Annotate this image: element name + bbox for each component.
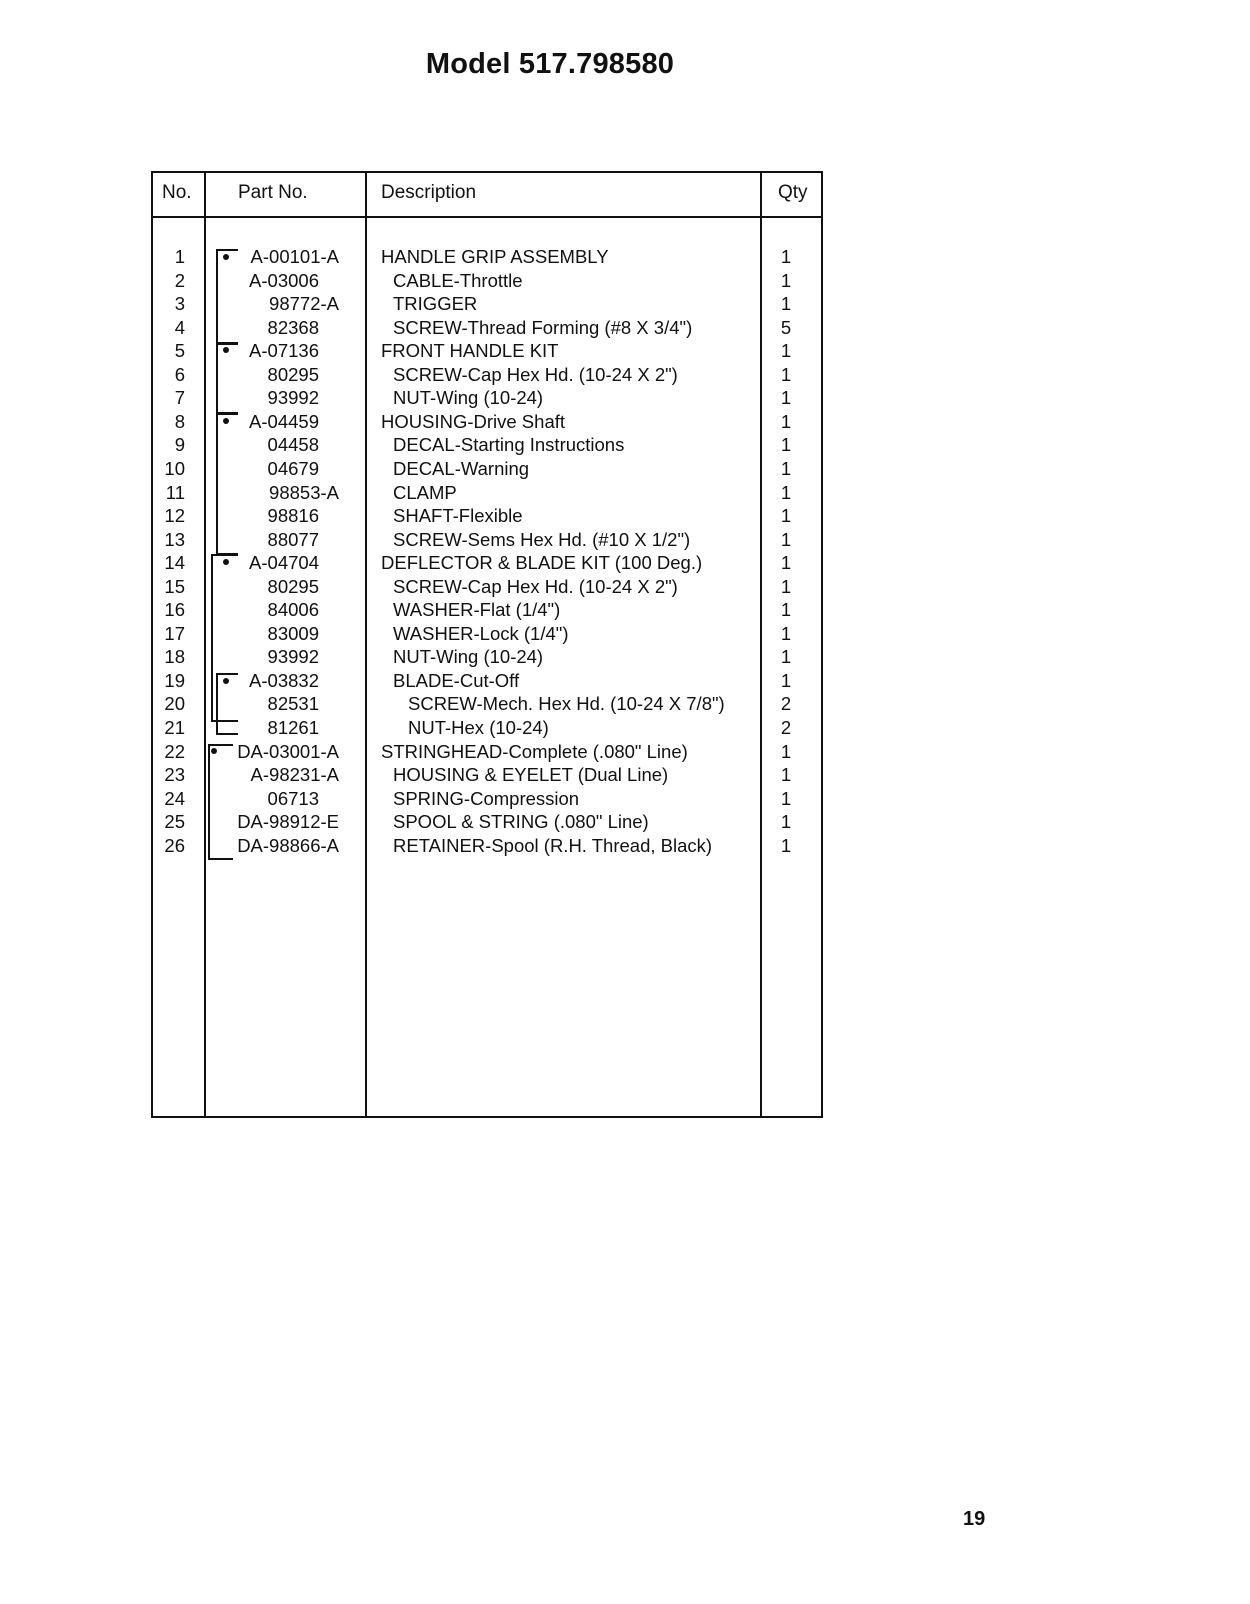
row-quantity: 1 — [780, 599, 792, 621]
row-part-number: 82368 — [267, 316, 319, 338]
header-part-no: Part No. — [238, 182, 308, 203]
row-quantity: 1 — [780, 646, 792, 668]
row-quantity: 1 — [780, 410, 792, 432]
row-number: 26 — [164, 834, 185, 856]
row-description: DEFLECTOR & BLADE KIT (100 Deg.) — [381, 552, 703, 574]
row-description: STRINGHEAD-Complete (.080" Line) — [381, 740, 688, 762]
row-quantity: 1 — [780, 575, 792, 597]
header-divider — [153, 216, 821, 218]
row-quantity: 1 — [780, 669, 792, 691]
row-quantity: 1 — [780, 293, 792, 315]
page-title: Model 517.798580 — [425, 48, 675, 80]
row-description: SCREW-Cap Hex Hd. (10-24 X 2") — [393, 575, 678, 597]
row-part-number: DA-98912-E — [237, 811, 339, 833]
row-description: TRIGGER — [393, 293, 478, 315]
row-number: 13 — [164, 528, 185, 550]
row-number: 7 — [174, 387, 185, 409]
row-description: BLADE-Cut-Off — [393, 669, 520, 691]
row-quantity: 1 — [780, 787, 792, 809]
row-quantity: 2 — [780, 693, 792, 715]
assembly-bullet-icon — [223, 254, 229, 260]
row-number: 25 — [164, 811, 185, 833]
column-divider — [204, 173, 206, 1116]
row-number: 22 — [164, 740, 185, 762]
row-quantity: 1 — [780, 340, 792, 362]
assembly-bullet-icon — [223, 418, 229, 424]
row-number: 20 — [164, 693, 185, 715]
row-number: 1 — [174, 246, 185, 267]
row-part-number: A-00101-A — [250, 246, 339, 267]
row-quantity: 1 — [780, 505, 792, 527]
column-divider — [365, 173, 367, 1116]
row-quantity: 1 — [780, 481, 792, 503]
assembly-bullet-icon — [223, 347, 229, 353]
row-part-number: 83009 — [267, 622, 319, 644]
row-quantity: 1 — [780, 622, 792, 644]
row-description: HOUSING & EYELET (Dual Line) — [393, 764, 669, 786]
row-number: 6 — [174, 363, 185, 385]
row-part-number: 04458 — [267, 434, 319, 456]
row-part-number: A-03832 — [249, 669, 319, 691]
row-description: SPOOL & STRING (.080" Line) — [393, 811, 649, 833]
row-part-number: 82531 — [267, 693, 319, 715]
row-description: RETAINER-Spool (R.H. Thread, Black) — [393, 834, 713, 856]
group-bracket — [216, 249, 238, 344]
row-description: WASHER-Lock (1/4") — [393, 622, 569, 644]
row-number: 19 — [164, 669, 185, 691]
row-quantity: 1 — [780, 740, 792, 762]
row-description: NUT-Wing (10-24) — [393, 387, 544, 409]
row-part-number: 06713 — [267, 787, 319, 809]
row-part-number: 80295 — [267, 363, 319, 385]
row-number: 24 — [164, 787, 185, 809]
row-part-number: 98853-A — [269, 481, 339, 503]
row-description: SHAFT-Flexible — [393, 505, 523, 527]
header-qty: Qty — [778, 182, 808, 203]
header-no: No. — [162, 182, 192, 203]
row-part-number: DA-98866-A — [237, 834, 339, 856]
row-number: 21 — [164, 717, 185, 738]
row-description: CLAMP — [393, 481, 457, 503]
row-number: 23 — [164, 764, 185, 786]
row-quantity: 1 — [780, 528, 792, 550]
row-quantity: 1 — [780, 457, 792, 479]
row-number: 18 — [164, 646, 185, 668]
row-number: 4 — [174, 316, 185, 338]
row-number: 15 — [164, 575, 185, 597]
row-description: CABLE-Throttle — [393, 269, 523, 291]
row-part-number: 93992 — [267, 646, 319, 668]
row-number: 17 — [164, 622, 185, 644]
row-number: 5 — [174, 340, 185, 362]
row-description: SCREW-Thread Forming (#8 X 3/4") — [393, 316, 693, 338]
row-number: 8 — [174, 410, 185, 432]
assembly-bullet-icon — [223, 678, 229, 684]
row-number: 3 — [174, 293, 185, 315]
row-description: WASHER-Flat (1/4") — [393, 599, 561, 621]
parts-table — [151, 171, 823, 1118]
row-description: NUT-Hex (10-24) — [408, 717, 549, 738]
row-quantity: 1 — [780, 434, 792, 456]
page-number: 19 — [963, 1508, 986, 1530]
row-quantity: 1 — [780, 269, 792, 291]
row-description: SCREW-Mech. Hex Hd. (10-24 X 7/8") — [408, 693, 725, 715]
row-part-number: 04679 — [267, 457, 319, 479]
header-description: Description — [381, 182, 477, 203]
row-description: SCREW-Sems Hex Hd. (#10 X 1/2") — [393, 528, 691, 550]
row-quantity: 2 — [780, 717, 792, 738]
row-part-number: DA-03001-A — [237, 740, 339, 762]
row-part-number: 84006 — [267, 599, 319, 621]
row-part-number: A-04459 — [249, 410, 319, 432]
assembly-bullet-icon — [211, 748, 217, 754]
row-part-number: 88077 — [267, 528, 319, 550]
row-description: SPRING-Compression — [393, 787, 580, 809]
row-part-number: 98816 — [267, 505, 319, 527]
row-number: 12 — [164, 505, 185, 527]
row-description: DECAL-Starting Instructions — [393, 434, 625, 456]
row-quantity: 1 — [780, 552, 792, 574]
row-quantity: 1 — [780, 811, 792, 833]
row-description: HOUSING-Drive Shaft — [381, 410, 566, 432]
group-bracket — [216, 413, 238, 555]
column-divider — [760, 173, 762, 1116]
row-quantity: 1 — [780, 764, 792, 786]
row-part-number: 93992 — [267, 387, 319, 409]
row-number: 14 — [164, 552, 185, 574]
row-part-number: A-07136 — [249, 340, 319, 362]
row-description: SCREW-Cap Hex Hd. (10-24 X 2") — [393, 363, 678, 385]
row-part-number: 80295 — [267, 575, 319, 597]
group-bracket — [216, 343, 238, 414]
row-quantity: 1 — [780, 834, 792, 856]
row-description: HANDLE GRIP ASSEMBLY — [381, 246, 609, 267]
row-number: 10 — [164, 457, 185, 479]
assembly-bullet-icon — [223, 559, 229, 565]
row-part-number: A-03006 — [249, 269, 319, 291]
row-quantity: 1 — [780, 363, 792, 385]
row-quantity: 5 — [780, 316, 792, 338]
row-part-number: A-98231-A — [250, 764, 339, 786]
row-number: 11 — [165, 481, 185, 503]
row-quantity: 1 — [780, 246, 792, 267]
row-number: 2 — [174, 269, 185, 291]
group-bracket — [208, 744, 233, 860]
row-quantity: 1 — [780, 387, 792, 409]
row-description: DECAL-Warning — [393, 457, 530, 479]
row-description: FRONT HANDLE KIT — [381, 340, 559, 362]
row-part-number: 98772-A — [269, 293, 339, 315]
row-number: 16 — [164, 599, 185, 621]
row-part-number: 81261 — [267, 717, 319, 738]
row-part-number: A-04704 — [249, 552, 319, 574]
row-description: NUT-Wing (10-24) — [393, 646, 544, 668]
row-number: 9 — [174, 434, 185, 456]
